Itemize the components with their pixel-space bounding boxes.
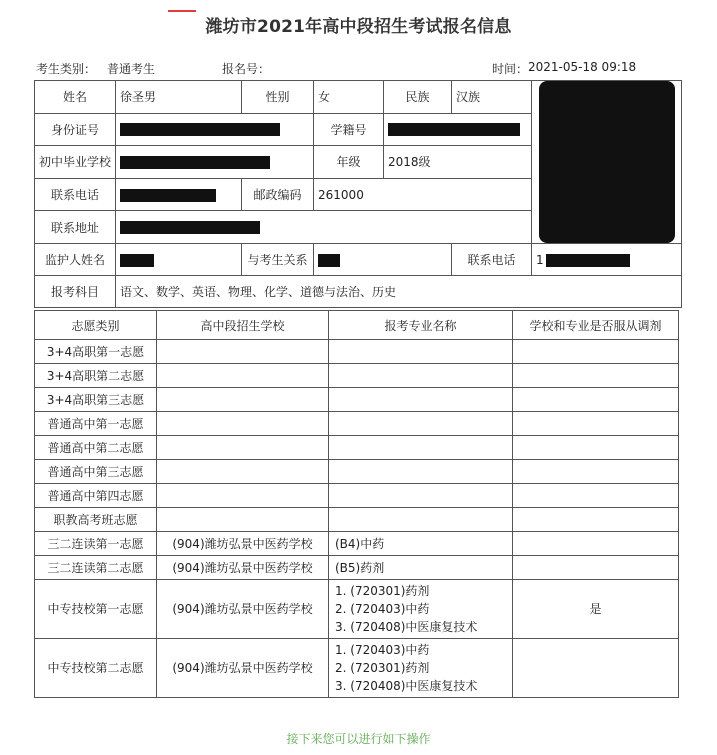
postcode-label: 邮政编码	[242, 178, 314, 211]
row-category: 三二连读第二志愿	[35, 556, 157, 580]
relation-value	[314, 244, 452, 276]
row-major	[329, 388, 513, 412]
row-category: 三二连读第一志愿	[35, 532, 157, 556]
id-label: 身份证号	[35, 113, 116, 146]
row-major	[329, 340, 513, 364]
row-school: (904)潍坊弘景中医药学校	[157, 639, 329, 698]
school-value	[116, 146, 314, 179]
name-label: 姓名	[35, 81, 116, 114]
subjects-label: 报考科目	[35, 276, 116, 308]
meta-row	[0, 60, 717, 78]
row-category: 普通高中第四志愿	[35, 484, 157, 508]
row-major	[329, 364, 513, 388]
row-school	[157, 364, 329, 388]
next-step-link[interactable]: 接下来您可以进行如下操作	[286, 732, 431, 746]
id-value	[116, 113, 314, 146]
row-major	[329, 412, 513, 436]
row-category: 职教高考班志愿	[35, 508, 157, 532]
row-school: (904)潍坊弘景中医药学校	[157, 532, 329, 556]
phone-label: 联系电话	[35, 178, 116, 211]
header-school: 高中段招生学校	[157, 311, 329, 340]
guardian-label: 监护人姓名	[35, 244, 116, 276]
row-school: (904)潍坊弘景中医药学校	[157, 580, 329, 639]
table-row	[35, 508, 679, 532]
major-item: 1. (720403)中药	[335, 643, 430, 657]
row-adjust: 是	[513, 580, 679, 639]
grade-value: 2018级	[384, 146, 532, 179]
wish-table	[34, 310, 679, 698]
table-row	[35, 340, 679, 364]
table-row	[35, 580, 679, 639]
guardian-phone-value	[532, 244, 682, 276]
table-row	[35, 436, 679, 460]
major-item: 3. (720408)中医康复技术	[335, 679, 478, 693]
row-adjust	[513, 436, 679, 460]
student-no-label: 学籍号	[314, 113, 384, 146]
student-photo	[539, 81, 675, 243]
row-adjust	[513, 532, 679, 556]
address-label: 联系地址	[35, 211, 116, 244]
time-label: 时间：	[492, 62, 529, 76]
major-item: 2. (720301)药剂	[335, 661, 430, 675]
row-majors	[329, 639, 513, 698]
guardian-phone-label: 联系电话	[452, 244, 532, 276]
header-category: 志愿类别	[35, 311, 157, 340]
row-category: 3+4高职第一志愿	[35, 340, 157, 364]
photo-cell	[532, 81, 682, 244]
row-major: (B5)药剂	[329, 556, 513, 580]
row-adjust	[513, 364, 679, 388]
row-major	[329, 484, 513, 508]
row-school	[157, 436, 329, 460]
row-category: 普通高中第二志愿	[35, 436, 157, 460]
row-category: 3+4高职第二志愿	[35, 364, 157, 388]
row-major	[329, 508, 513, 532]
row-adjust	[513, 388, 679, 412]
table-row	[35, 388, 679, 412]
table-row	[35, 556, 679, 580]
school-label: 初中毕业学校	[35, 146, 116, 179]
row-category: 中专技校第一志愿	[35, 580, 157, 639]
row-school	[157, 484, 329, 508]
subjects-value: 语文、数学、英语、物理、化学、道德与法治、历史	[116, 276, 682, 308]
row-major	[329, 460, 513, 484]
row-adjust	[513, 460, 679, 484]
row-majors	[329, 580, 513, 639]
row-school: (904)潍坊弘景中医药学校	[157, 556, 329, 580]
time-value: 2021-05-18 09:18	[528, 60, 637, 74]
relation-label: 与考生关系	[242, 244, 314, 276]
table-row	[35, 412, 679, 436]
row-school	[157, 388, 329, 412]
row-adjust	[513, 508, 679, 532]
major-item: 3. (720408)中医康复技术	[335, 620, 478, 634]
postcode-value: 261000	[314, 178, 532, 211]
reg-label: 报名号：	[222, 62, 271, 76]
category-label: 考生类别：	[36, 62, 97, 76]
category-value: 普通考生	[107, 62, 156, 76]
row-category: 普通高中第一志愿	[35, 412, 157, 436]
row-school	[157, 340, 329, 364]
row-adjust	[513, 556, 679, 580]
phone-value	[116, 178, 242, 211]
page-title: 潍坊市2021年高中段招生考试报名信息	[205, 17, 512, 37]
row-category: 中专技校第二志愿	[35, 639, 157, 698]
ethnic-label: 民族	[384, 81, 452, 114]
table-row	[35, 532, 679, 556]
row-adjust	[513, 639, 679, 698]
address-value	[116, 211, 532, 244]
guardian-value	[116, 244, 242, 276]
guardian-phone-prefix: 1	[536, 252, 544, 267]
row-major	[329, 436, 513, 460]
row-school	[157, 460, 329, 484]
student-no-value	[384, 113, 532, 146]
row-school	[157, 508, 329, 532]
major-item: 1. (720301)药剂	[335, 584, 430, 598]
gender-value: 女	[314, 81, 384, 114]
row-adjust	[513, 412, 679, 436]
row-school	[157, 412, 329, 436]
row-category: 3+4高职第三志愿	[35, 388, 157, 412]
table-row	[35, 364, 679, 388]
row-adjust	[513, 340, 679, 364]
header-adjust: 学校和专业是否服从调剂	[513, 311, 679, 340]
table-row	[35, 484, 679, 508]
row-major: (B4)中药	[329, 532, 513, 556]
header-major: 报考专业名称	[329, 311, 513, 340]
grade-label: 年级	[314, 146, 384, 179]
row-category: 普通高中第三志愿	[35, 460, 157, 484]
info-table	[34, 80, 682, 308]
ethnic-value: 汉族	[452, 81, 532, 114]
table-row	[35, 639, 679, 698]
table-row	[35, 460, 679, 484]
major-item: 2. (720403)中药	[335, 602, 430, 616]
name-value: 徐圣男	[116, 81, 242, 114]
gender-label: 性别	[242, 81, 314, 114]
row-adjust	[513, 484, 679, 508]
